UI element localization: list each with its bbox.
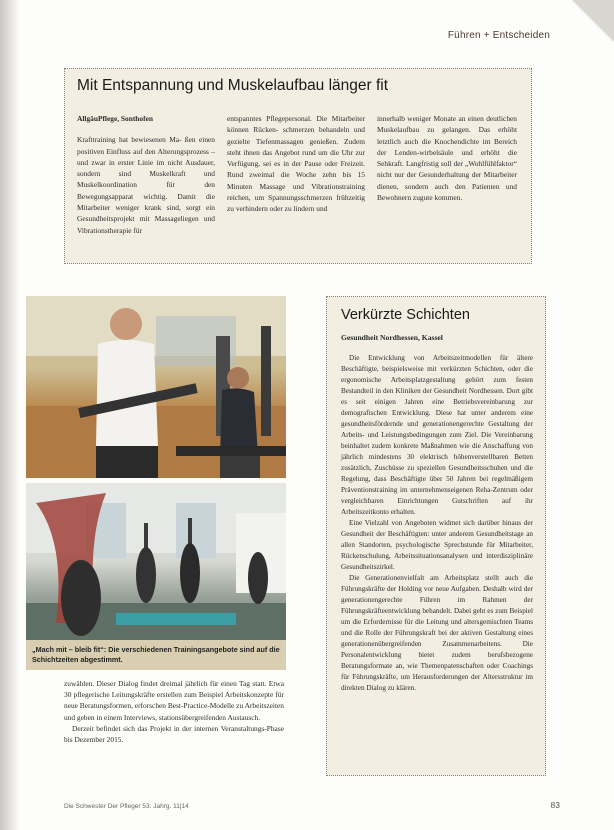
page-number: 83 bbox=[550, 800, 560, 810]
article-column-2: entspanntes Pflegepersonal. Die Mitarbeiter können Rücken- schmerzen behandeln und gezielte Tiefenmassagen genießen. Zudem steht ihnen das Angebot rund um die Uhr zur Verfügung, sei es in der Pause oder Freizeit. Rund zweimal die Woche zehn bis 15 Minuten Massage und Vibrationstraining reichen, um Spannungsschmerzen frühzeitig zu verhindern oder zu lindern und bbox=[227, 114, 365, 214]
article-text-col1: Krafttraining hat bewiesenen Ma- ßen einen positiven Einfluss auf den Alterungsprozess – und zwar in erster Linie im nicht Ausdauer, sondern sind Muskelkraft und Muskelkoordination für den Bewegungsapparat wichtig. Damit die Mitarbeiter weniger krank sind, sorgt ein Gesundheitsprojekt mit Massageliegen und Vibrationstherapie für bbox=[77, 135, 215, 235]
article-source: AllgäuPflege, Sonthofen bbox=[77, 114, 153, 123]
page-corner-fold bbox=[572, 0, 614, 42]
article-column-1 bbox=[77, 113, 215, 261]
training-photo-gym bbox=[26, 296, 286, 478]
article-continuation bbox=[64, 678, 284, 745]
training-photo-yoga bbox=[26, 483, 286, 640]
article-title: Mit Entspannung und Muskelaufbau länger fit bbox=[77, 77, 389, 94]
article-title: Verkürzte Schichten bbox=[341, 307, 470, 323]
article-paragraph: Die Generationenvielfalt am Arbeitsplatz stellt auch die Führungskräfte der Holding vor neue Aufgaben. Deshalb wird der generationengerechte Führen im Rahmen der Führungskräfteentwicklung behandelt. Dabei geht es zum Beispiel um die Erfordernisse für die Leitung und altersgemischten Teams und die Rolle der Führungskraft bei der aktiven Gestaltung eines generationenübergreifenden Zusammenarbeitens. Die Personalentwicklung bietet zudem berufsbezogene Beratungsformate an, wie Themenpatenschaften oder Coachings für Führungskräfte, um Herausforderungen der Altersstruktur im direkten Dialog zu klären. bbox=[341, 574, 533, 692]
section-label: Führen + Entscheiden bbox=[447, 30, 550, 41]
page-binding-shadow bbox=[0, 0, 20, 830]
article-box-verkuerzte-schichten bbox=[326, 296, 546, 776]
article-body bbox=[341, 353, 533, 694]
article-paragraph: Die Entwicklung von Arbeitszeitmodellen für ältere Beschäftigte, beispielsweise mit verkürzten Schichten, oder die ergonomische Arbeitsplatzgestaltung gehört zum festen Bestandteil in den Kliniken der Gesundheit Nordhessen. Dort gibt es seit einigen Jahren eine Betriebsvereinbarung zur demografischen Entwicklung. Diese hat unter anderem eine gesundheitsfördernde und generationengerechte Gestaltung der Arbeits- und Leistungsbedingungen zum Ziel. Die Vereinbarung beinhaltet zudem konkrete Maßnahmen wie die Anschaffung von jährlich mindestens 30 elektrisch höhenverstellbaren Betten zusätzlich, Zuschüsse zu speziellen Gesundheitsschuhen und die Regelung, dass Beschäftigte über 50 Jahren bei regelmäßigem Präventionstraining im unternehmenseigenen Reha-Zentrum oder vergleichbaren Einrichtungen Gutschriften auf ihr Arbeitszeitkonto erhalten. bbox=[341, 354, 533, 516]
article-paragraph: Eine Vielzahl von Angeboten widmet sich darüber hinaus der Gesundheit der Beschäftigten: unter anderem Gesundheitstage an allen Standorten, psychologische Sprechstunde für Mitarbeiter, Rückenschulung, Arbeitssituationsanalysen und interdisziplinäre Gesundheitszirkel. bbox=[341, 519, 533, 571]
article-box-entspannung bbox=[64, 68, 532, 264]
page-footer: Die Schwester Der Pfleger 53. Jahrg. 11|14 bbox=[64, 803, 189, 810]
article-paragraph: zuwählen. Dieser Dialog findet dreimal jährlich für einen Tag statt. Etwa 30 pflegerische Leitungskräfte erstellen zum Beispiel Arbeitskonzepte für neue Beratungsformen, erforschen Best-Practice-Modelle zu Arbeitszeiten und geben in einem Interviews, stationsübergreifenden Austausch. bbox=[64, 679, 284, 722]
article-paragraph: Derzeit befindet sich das Projekt in der internen Veranstaltungs-Phase bis Dezember 2015. bbox=[64, 723, 284, 745]
article-source: Gesundheit Nordhessen, Kassel bbox=[341, 333, 443, 342]
article-column-3: innerhalb weniger Monate an einen deutlichen Muskelaufbau zu gelangen. Das erhöht letztlich auch die Knochendichte im Bereich der Lenden-wirbelsäule und erhöht die Sehkraft. Langfristig soll der „Wohlfühlfaktor“ nicht nur der Gesunderhaltung der Mitarbeiter dienen, sondern auch den Patienten und Bewohnern zugute kommen. bbox=[377, 114, 517, 203]
photo-caption: „Mach mit – bleib fit“: Die verschiedenen Trainingsangebote sind auf die Schichtzeiten abgestimmt. bbox=[26, 640, 286, 670]
